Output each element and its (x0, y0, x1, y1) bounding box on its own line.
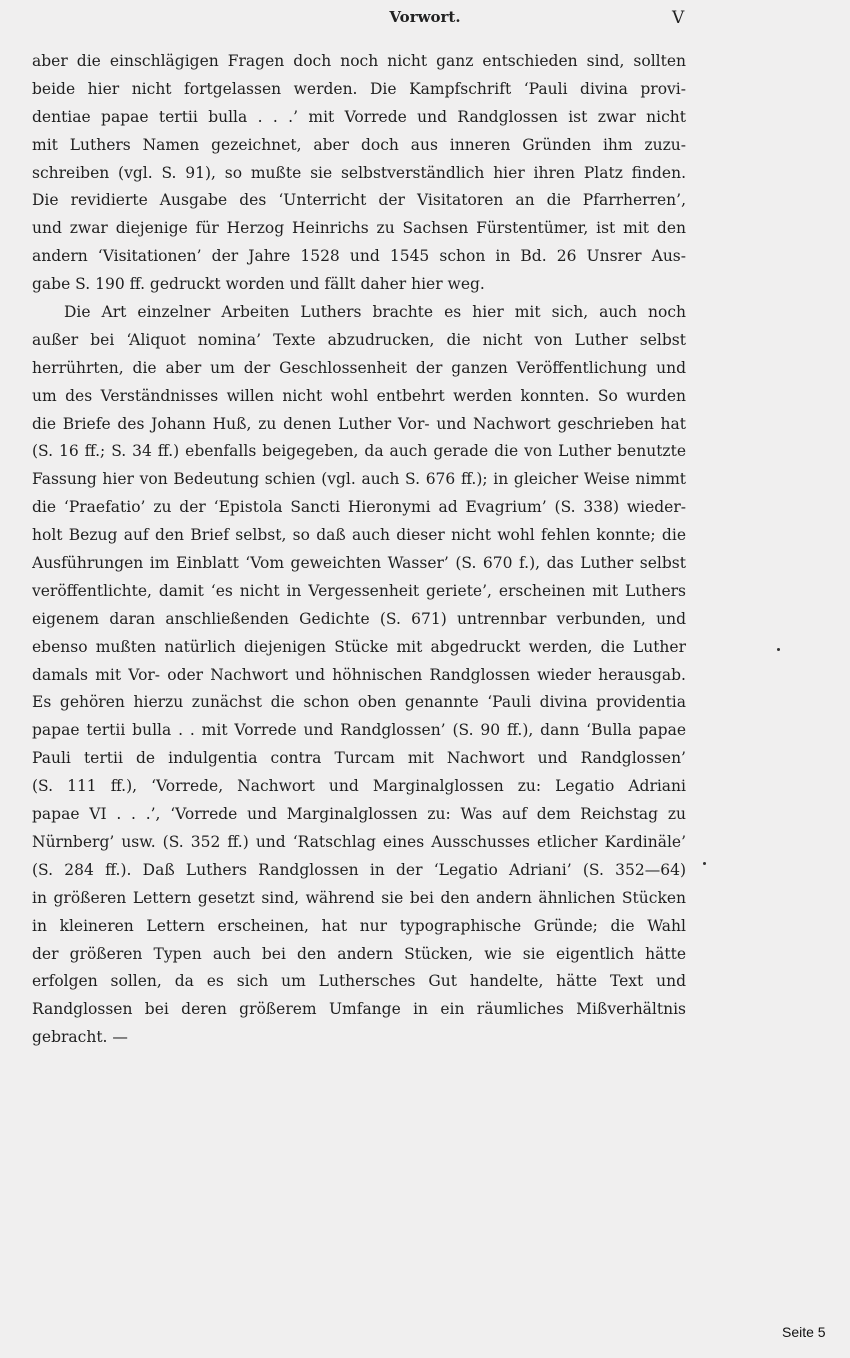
text-line: gebracht. — (32, 1028, 128, 1047)
text-line: Es gehören hierzu zunächst die schon oben genannte ‘Pauli divina providentia (32, 693, 686, 712)
text-line: gabe S. 190 ff. gedruckt worden und fällt daher hier weg. (32, 275, 485, 294)
text-line: außer bei ‘Aliquot nomina’ Texte abzudrucken, die nicht von Luther selbst (32, 330, 686, 349)
text-line: der größeren Typen auch bei den andern Stücken, wie sie eigentlich hätte (32, 944, 686, 963)
text-line: die ‘Praefatio’ zu der ‘Epistola Sancti Hieronymi ad Evagrium’ (S. 338) wieder- (32, 498, 686, 517)
text-line: und zwar diejenige für Herzog Heinrichs zu Sachsen Fürstentümer, ist mit den (32, 219, 686, 238)
text-line: schreiben (vgl. S. 91), so mußte sie selbstverständlich hier ihren Platz finden. (32, 163, 686, 182)
scan-speck (703, 862, 706, 865)
text-line: um des Verständnisses willen nicht wohl entbehrt werden konnten. So wurden (32, 386, 686, 405)
text-line: in kleineren Lettern erscheinen, hat nur typographische Gründe; die Wahl (32, 916, 686, 935)
text-line: erfolgen sollen, da es sich um Luthersches Gut handelte, hätte Text und (32, 972, 686, 991)
text-line: Pauli tertii de indulgentia contra Turcam mit Nachwort und Randglossen’ (32, 749, 686, 768)
text-line: herrührten, die aber um der Geschlossenheit der ganzen Veröffentlichung und (32, 358, 686, 377)
text-line: aber die einschlägigen Fragen doch noch nicht ganz entschieden sind, sollten (32, 52, 686, 70)
text-line: papae VI . . .’, ‘Vorrede und Marginalglossen zu: Was auf dem Reichstag zu (32, 805, 686, 824)
text-line: Nürnberg’ usw. (S. 352 ff.) und ‘Ratschlag eines Ausschusses etlicher Kardinäle’ (32, 832, 686, 851)
text-line: Die Art einzelner Arbeiten Luthers brachte es hier mit sich, auch noch (64, 303, 686, 322)
text-line: andern ‘Visitationen’ der Jahre 1528 und 1545 schon in Bd. 26 Unsrer Aus- (32, 247, 686, 266)
text-line: Die revidierte Ausgabe des ‘Unterricht der Visitatoren an die Pfarrherren’, (32, 191, 686, 210)
text-line: dentiae papae tertii bulla . . .’ mit Vorrede und Randglossen ist zwar nicht (32, 107, 686, 126)
text-line: Ausführungen im Einblatt ‘Vom geweichten Wasser’ (S. 670 f.), das Luther selbst (32, 554, 686, 573)
text-line: ebenso mußten natürlich diejenigen Stücke mit abgedruckt werden, die Luther (32, 637, 686, 656)
text-line: Randglossen bei deren größerem Umfange in ein räumliches Mißverhältnis (32, 1000, 686, 1019)
text-line: beide hier nicht fortgelassen werden. Die Kampfschrift ‘Pauli divina provi- (32, 79, 686, 98)
text-line: mit Luthers Namen gezeichnet, aber doch aus inneren Gründen ihm zuzu- (32, 135, 686, 154)
running-header-title: Vorwort. (389, 8, 461, 26)
text-line: (S. 16 ff.; S. 34 ff.) ebenfalls beigegeben, da auch gerade die von Luther benutzte (32, 442, 686, 461)
text-line: veröffentlichte, damit ‘es nicht in Vergessenheit geriete’, erscheinen mit Luthers (32, 581, 686, 600)
page-label: Seite 5 (782, 1324, 826, 1340)
text-line: in größeren Lettern gesetzt sind, während sie bei den andern ähnlichen Stücken (32, 888, 686, 907)
scan-speck (777, 648, 780, 651)
text-line: Fassung hier von Bedeutung schien (vgl. auch S. 676 ff.); in gleicher Weise nimmt (32, 470, 686, 489)
text-line: (S. 284 ff.). Daß Luthers Randglossen in der ‘Legatio Adriani’ (S. 352—64) (32, 860, 686, 879)
text-line: damals mit Vor- oder Nachwort und höhnischen Randglossen wieder herausgab. (32, 665, 686, 684)
body-text (32, 48, 686, 1052)
text-line: papae tertii bulla . . mit Vorrede und Randglossen’ (S. 90 ff.), dann ‘Bulla papae (32, 721, 686, 740)
text-line: eigenem daran anschließenden Gedichte (S. 671) untrennbar verbunden, und (32, 609, 686, 628)
page-number: V (672, 8, 685, 28)
text-line: holt Bezug auf den Brief selbst, so daß auch dieser nicht wohl fehlen konnte; die (32, 526, 686, 545)
text-line: (S. 111 ff.), ‘Vorrede, Nachwort und Marginalglossen zu: Legatio Adriani (32, 777, 686, 796)
text-line: die Briefe des Johann Huß, zu denen Luther Vor- und Nachwort geschrieben hat (32, 414, 686, 433)
